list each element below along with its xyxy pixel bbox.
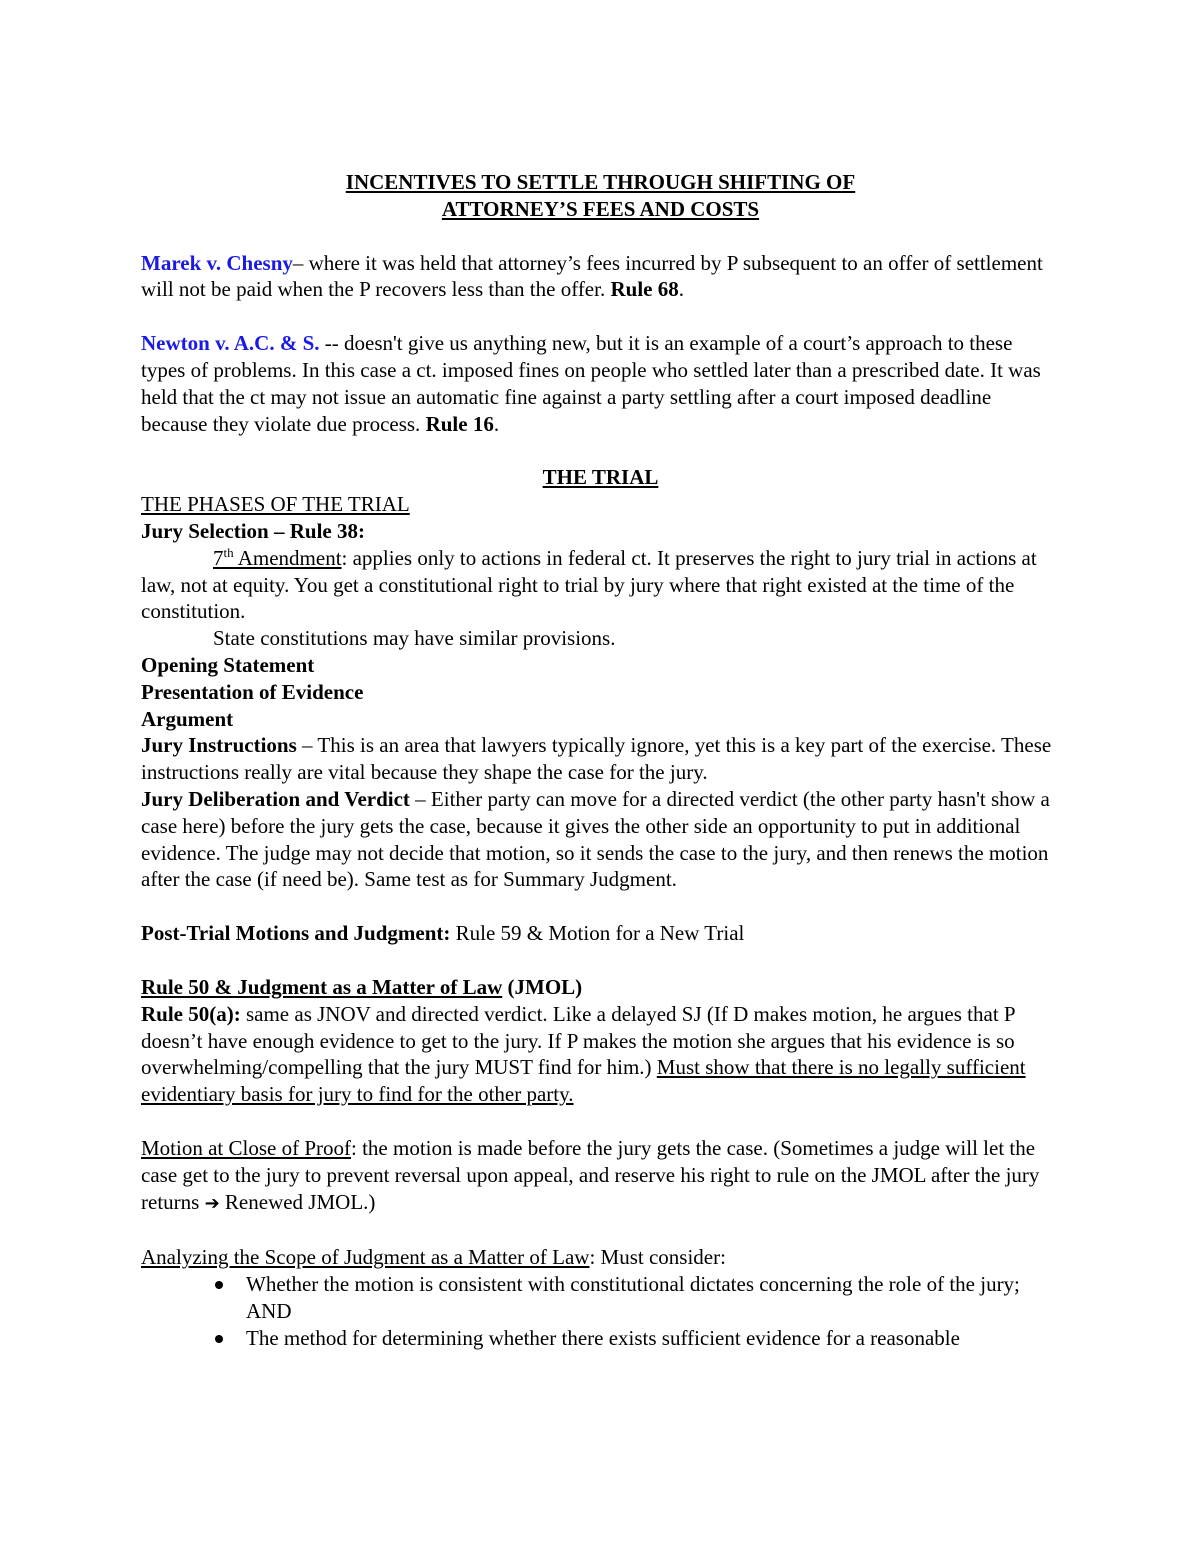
amendment-word: Amendment [233, 545, 342, 570]
jury-selection-label: Jury Selection – Rule 38: [141, 518, 365, 543]
amendment-ordinal: th [223, 544, 234, 560]
presentation-evidence-label: Presentation of Evidence [141, 679, 364, 704]
case-name-newton: Newton v. A.C. & S. [141, 331, 320, 356]
paragraph-scope [141, 1244, 1060, 1271]
paragraph-close-of-proof [141, 1135, 1060, 1217]
heading-incentives-line1: INCENTIVES TO SETTLE THROUGH SHIFTING OF [345, 170, 856, 194]
jury-instructions-label: Jury Instructions [141, 733, 297, 758]
paragraph-rule-50a [141, 1001, 1060, 1108]
phases-title: THE PHASES OF THE TRIAL [141, 492, 410, 517]
close-of-proof-end: Renewed JMOL.) [219, 1189, 376, 1214]
rule-50-heading-jmol: (JMOL) [502, 974, 583, 999]
paragraph-newton [141, 330, 1060, 437]
list-item: The method for determining whether there exists sufficient evidence for a reasonable [141, 1325, 1060, 1352]
case-name-marek: Marek v. Chesny [141, 250, 293, 275]
heading-rule-50 [141, 974, 1060, 1001]
amendment-link-text [141, 546, 342, 570]
opening-statement-label: Opening Statement [141, 652, 315, 677]
heading-the-trial: THE TRIAL [542, 465, 659, 490]
rule-50a-label: Rule 50(a): [141, 1001, 241, 1026]
amendment-number: 7 [213, 545, 224, 570]
close-of-proof-text: : the motion is made before the jury gets the case. (Sometimes a judge will let the case get to the jury to prevent reversal upon appeal, and reserve his right to rule on the JMOL after the jury returns [141, 1135, 1040, 1214]
jury-instructions-text: – This is an area that lawyers typically ignore, yet this is a key part of the exercise. These instructions really are vital because they shape the case for the jury. [141, 733, 1052, 785]
state-constitutions-text: State constitutions may have similar provisions. [213, 626, 616, 651]
amendment-text: : applies only to actions in federal ct. It preserves the right to jury trial in actions at law, not at equity. You get a constitutional right to trial by jury where that right existed at the time of the constitution. [141, 545, 1037, 624]
newton-period: . [493, 411, 500, 436]
rule-68: Rule 68 [610, 277, 679, 302]
arrow-right-icon: ➔ [204, 1192, 220, 1214]
scope-bullet-list [141, 1271, 1060, 1351]
paragraph-jury-deliberation [141, 786, 1060, 893]
scope-label: Analyzing the Scope of Judgment as a Matter of Law [141, 1245, 590, 1270]
paragraph-jury-instructions [141, 732, 1060, 786]
list-item: Whether the motion is consistent with constitutional dictates concerning the role of the jury; AND [141, 1271, 1060, 1325]
heading-incentives-line2: ATTORNEY’S FEES AND COSTS [441, 196, 760, 221]
marek-period: . [678, 277, 684, 302]
rule-50-heading-underlined: Rule 50 & Judgment as a Matter of Law [141, 974, 503, 999]
marek-text: – where it was held that attorney’s fees incurred by P subsequent to an offer of settlement will not be paid when the P recovers less than the offer. [141, 250, 1043, 302]
close-of-proof-label: Motion at Close of Proof [141, 1135, 351, 1160]
paragraph-amendment [141, 545, 1060, 625]
jury-deliberation-text: – Either party can move for a directed verdict (the other party hasn't show a case here) before the jury gets the case, because it gives the other side an opportunity to put in additional evidence. The judge may not decide that motion, so it sends the case to the jury, and then renews the motion after the case (if need be). Same test as for Summary Judgment. [141, 786, 1050, 892]
newton-text: -- doesn't give us anything new, but it is an example of a court’s approach to these types of problems. In this case a ct. imposed fines on people who settled later than a prescribed date. It was held that the ct may not issue an automatic fine against a party settling after a court imposed deadline because they violate due process. [141, 331, 1041, 436]
jury-deliberation-label: Jury Deliberation and Verdict [141, 786, 410, 811]
scope-text: : Must consider: [589, 1245, 726, 1270]
rule-50a-text: same as JNOV and directed verdict. Like a delayed SJ (If D makes motion, he argues that P doesn’t have enough evidence to get to the jury. If P makes the motion she argues that his evidence is so overwhelming/compelling that the jury MUST find for him.) [141, 1001, 1015, 1080]
must-show-text: Must show that there is no legally sufficient evidentiary basis for jury to find for the other party. [141, 1055, 1026, 1107]
argument-label: Argument [141, 706, 234, 731]
post-trial-label: Post-Trial Motions and Judgment: [141, 921, 451, 946]
paragraph-post-trial [141, 920, 1060, 947]
post-trial-text: Rule 59 & Motion for a New Trial [450, 921, 745, 946]
paragraph-marek [141, 250, 1060, 304]
rule-16: Rule 16 [425, 411, 494, 436]
